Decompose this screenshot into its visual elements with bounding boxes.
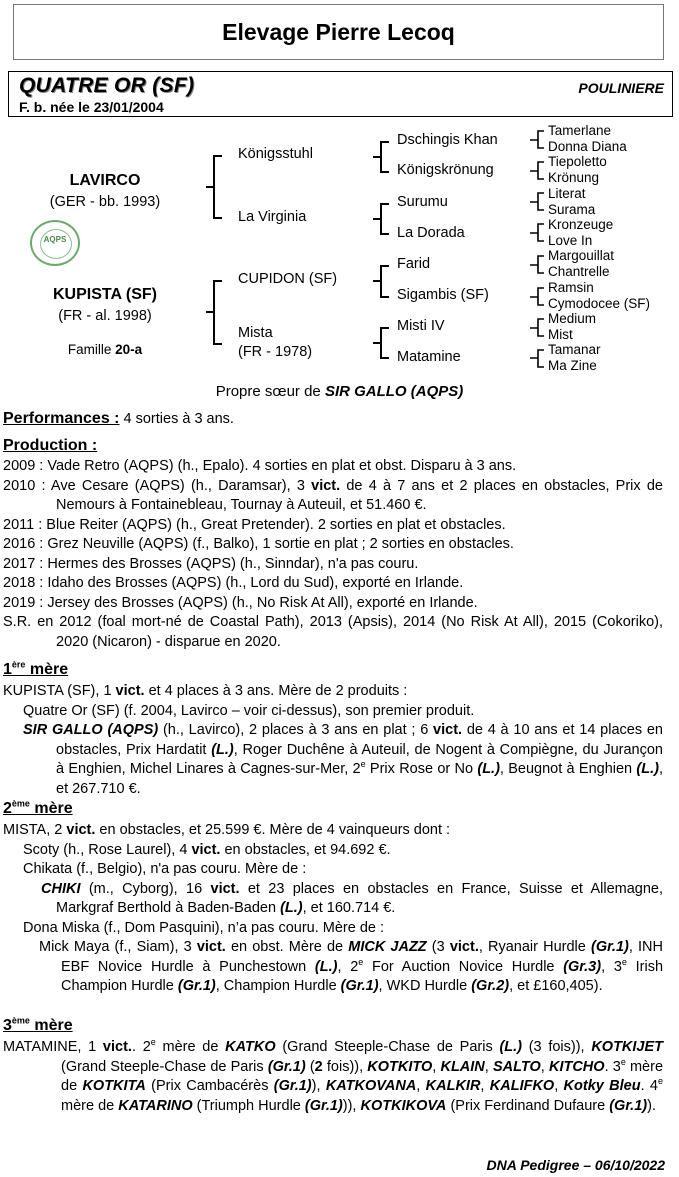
aqps-seal-icon: AQPS bbox=[30, 220, 80, 266]
production-item: S.R. en 2012 (foal mort-né de Coastal Path), 2013 (Apsis), 2014 (No Risk At All), 2015 (Cokoriko), 2020 (Nicaron) - disparue en 2020. bbox=[3, 614, 663, 650]
sister-line: Propre sœur de SIR GALLO (AQPS) bbox=[215, 383, 464, 400]
gen3-item: Farid bbox=[397, 256, 431, 272]
first-dam-heading: 1ère mère bbox=[3, 659, 69, 678]
production-item: 2011 : Blue Reiter (AQPS) (h., Great Pretender). 2 sorties en plat et obstacles. bbox=[3, 516, 506, 533]
production-list bbox=[3, 457, 663, 652]
production-item: 2016 : Grez Neuville (AQPS) (f., Balko), 1 sortie en plat ; 2 sorties en obstacles. bbox=[3, 536, 514, 552]
gen3-item: Misti IV bbox=[397, 318, 445, 334]
gen4-item: Literat bbox=[548, 186, 586, 201]
gen4-item: Krönung bbox=[548, 170, 600, 185]
gen4-item: Mist bbox=[548, 327, 573, 342]
production-item: 2018 : Idaho des Brosses (AQPS) (h., Lord du Sud), exporté en Irlande. bbox=[3, 575, 464, 591]
gen4-item: Medium bbox=[548, 311, 597, 326]
gen2-item-info: (FR - 1978) bbox=[238, 344, 313, 360]
gen4-item: Surama bbox=[548, 202, 596, 217]
first-dam-text: KUPISTA (SF), 1 vict. et 4 places à 3 ans. Mère de 2 produits : Quatre Or (SF) (f. 2004, Lavirco – voir ci-dessus), son premier produit. SIR GALLO (AQPS) (h., Lavirco), 2 places à 3 ans en plat ; 6 vict. de 4 à 10 ans et 14 places en obstacles, Prix Hardatit (L.), Roger Duchêne à Auteuil, de Nogent à Compiègne, du Jurançon à Enghien, Michel Linares à Cagnes-sur-Mer, 2e Prix Rose or No (L.), Beugnot à Enghien (L.), et 267.710 €. bbox=[3, 683, 663, 797]
third-dam-text: MATAMINE, 1 vict.. 2e mère de KATKO (Grand Steeple-Chase de Paris (L.) (3 fois)), KOTKIJET (Grand Steeple-Chase de Paris (Gr.1) (2 fois)), KOTKITO, KLAIN, SALTO, KITCHO. 3e mère de KOTKITA (Prix Cambacérès (Gr.1)), KATKOVANA, KALKIR, KALIFKO, Kotky Bleu. 4e mère de KATARINO (Triumph Hurdle (Gr.1))), KOTKIKOVA (Prix Ferdinand Dufaure (Gr.1)). bbox=[3, 1037, 664, 1114]
gen4-item: Margouillat bbox=[548, 248, 615, 263]
sire-name: LAVIRCO bbox=[69, 172, 141, 189]
gen3-item: La Dorada bbox=[397, 225, 465, 241]
sire-info: (GER - bb. 1993) bbox=[49, 194, 161, 210]
production-item: 2010 : Ave Cesare (AQPS) (h., Daramsar), 3 vict. de 4 à 7 ans et 2 places en obstacles, Prix de Nemours à Fontainebleau, Tournay à Auteuil, et 51.460 €. bbox=[3, 477, 663, 513]
production-item: 2019 : Jersey des Brosses (AQPS) (h., No Risk At All), exporté en Irlande. bbox=[3, 594, 478, 611]
production-item: 2009 : Vade Retro (AQPS) (h., Epalo). 4 sorties en plat et obst. Disparu à 3 ans. bbox=[3, 458, 517, 474]
gen2-item: CUPIDON (SF) bbox=[238, 271, 338, 287]
dam-info: (FR - al. 1998) bbox=[58, 308, 152, 324]
gen3-item: Königskrönung bbox=[397, 162, 494, 178]
gen4-item: Tamerlane bbox=[548, 123, 612, 138]
horse-name: QUATRE OR (SF) bbox=[19, 74, 195, 97]
gen2-item: Mista bbox=[238, 325, 273, 341]
gen3-item: Dschingis Khan bbox=[397, 132, 498, 148]
performances: Performances : 4 sorties à 3 ans. bbox=[3, 410, 234, 427]
footer: DNA Pedigree – 06/10/2022 bbox=[486, 1157, 665, 1173]
gen3-item: Sigambis (SF) bbox=[397, 287, 489, 303]
horse-type: POULINIERE bbox=[578, 80, 664, 96]
gen4-item: Ma Zine bbox=[548, 358, 597, 373]
gen2-item: La Virginia bbox=[238, 209, 307, 225]
horse-birth: F. b. née le 23/01/2004 bbox=[19, 99, 164, 115]
breeder-title: Elevage Pierre Lecoq bbox=[222, 19, 455, 45]
gen4-item: Chantrelle bbox=[548, 264, 610, 279]
gen4-item: Ramsin bbox=[548, 280, 594, 295]
second-dam-heading: 2ème mère bbox=[3, 798, 73, 817]
dam-name: KUPISTA (SF) bbox=[53, 286, 157, 303]
gen4-item: Tiepoletto bbox=[548, 154, 607, 169]
gen2-item: Königsstuhl bbox=[238, 146, 313, 162]
family: Famille 20-a bbox=[67, 342, 143, 357]
production-item: 2017 : Hermes des Brosses (AQPS) (h., Sinndar), n'a pas couru. bbox=[3, 555, 419, 572]
production-heading: Production : bbox=[3, 437, 98, 454]
gen4-item: Love In bbox=[548, 233, 593, 248]
third-dam-heading: 3ème mère bbox=[3, 1015, 73, 1034]
gen4-item: Cymodocee (SF) bbox=[548, 296, 651, 311]
gen4-item: Kronzeuge bbox=[548, 217, 614, 232]
gen3-item: Matamine bbox=[397, 349, 461, 365]
gen4-item: Donna Diana bbox=[548, 139, 627, 154]
gen3-item: Surumu bbox=[397, 194, 448, 210]
gen4-item: Tamanar bbox=[548, 342, 601, 357]
second-dam-text: MISTA, 2 vict. en obstacles, et 25.599 €. Mère de 4 vainqueurs dont : Scoty (h., Rose Laurel), 4 vict. en obstacles, et 94.692 €. Chikata (f., Belgio), n'a pas couru. Mère de : CHIKI (m., Cyborg), 16 vict. et 23 places en obstacles en France, Suisse et Allemagne, Markgraf Berthold à Baden-Baden (L.), et 160.714 €. Dona Miska (f., Dom Pasquini), n’a pas couru. Mère de : Mick Maya (f., Siam), 3 vict. en obst. Mère de MICK JAZZ (3 vict., Ryanair Hurdle (Gr.1), INH EBF Novice Hurdle à Punchestown (L.), 2e For Auction Novice Hurdle (Gr.3), 3e Irish Champion Hurdle (Gr.1), Champion Hurdle (Gr.1), WKD Hurdle (Gr.2), et £160,405). bbox=[3, 822, 664, 994]
